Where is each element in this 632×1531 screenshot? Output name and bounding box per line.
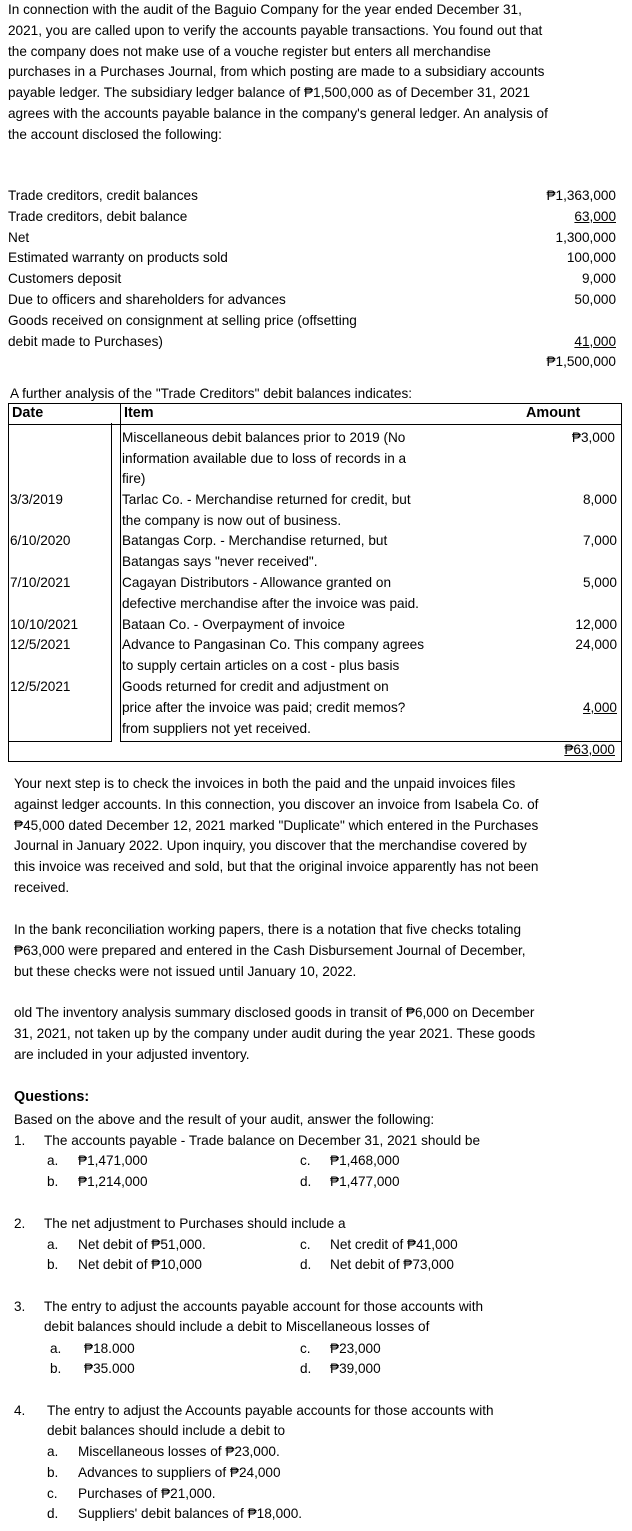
bank-reconciliation-paragraph: In the bank reconciliation working papers, there is a notation that five checks totaling ₱63,000 were prepared and entered in the Cash Disbursement Journal of December, but these checks were not issued until January 10, 2022. — [14, 922, 526, 979]
option-letter: a. — [47, 1444, 59, 1459]
row-item-line: information available due to loss of records in a — [122, 451, 407, 466]
row-item-line: Goods returned for credit and adjustment on — [122, 679, 389, 694]
row-amount: 4,000 — [582, 700, 617, 715]
option-letter: c. — [300, 1153, 311, 1168]
table-total-border — [8, 741, 622, 762]
summary-label: Estimated warranty on products sold — [8, 250, 228, 265]
row-item-line: price after the invoice was paid; credit memos? — [122, 700, 406, 715]
summary-row — [8, 248, 618, 268]
option-letter: c. — [300, 1341, 311, 1356]
option-text[interactable]: ₱1,214,000 — [78, 1174, 148, 1189]
option-letter: b. — [47, 1465, 59, 1480]
row-amount: ₱3,000 — [571, 430, 615, 445]
option-text[interactable]: ₱18.000 — [84, 1341, 135, 1356]
row-amount: 24,000 — [575, 637, 617, 652]
option-text[interactable]: Miscellaneous losses of ₱23,000. — [78, 1444, 280, 1459]
summary-label: Customers deposit — [8, 271, 122, 286]
option-text[interactable]: Purchases of ₱21,000. — [78, 1486, 216, 1501]
row-item-line: Batangas says "never received". — [122, 554, 318, 569]
option-text[interactable]: ₱23,000 — [330, 1341, 381, 1356]
row-date: 6/10/2020 — [10, 533, 71, 548]
row-amount: 5,000 — [582, 575, 617, 590]
summary-total-row — [8, 352, 618, 372]
question-number: 3. — [14, 1299, 26, 1314]
row-item-line: Tarlac Co. - Merchandise returned for credit, but — [122, 492, 411, 507]
option-letter: d. — [300, 1361, 312, 1376]
row-date: 12/5/2021 — [10, 637, 71, 652]
option-text[interactable]: ₱1,468,000 — [330, 1153, 400, 1168]
table-total: ₱63,000 — [564, 742, 615, 757]
option-text[interactable]: ₱1,477,000 — [330, 1174, 400, 1189]
row-date: 10/10/2021 — [10, 617, 79, 632]
option-text[interactable]: Suppliers' debit balances of ₱18,000. — [78, 1506, 303, 1521]
row-amount: 12,000 — [575, 617, 617, 632]
summary-label: debit made to Purchases) — [8, 334, 163, 349]
row-date: 3/3/2019 — [10, 492, 63, 507]
summary-label: Trade creditors, debit balance — [8, 209, 188, 224]
option-text[interactable]: ₱1,471,000 — [78, 1153, 148, 1168]
option-letter: d. — [47, 1506, 59, 1521]
option-text[interactable]: Net debit of ₱10,000 — [78, 1257, 202, 1272]
intro-paragraph: In connection with the audit of the Baguio Company for the year ended December 31, 2021, you are called upon to verify the accounts payable transactions. You found out that the company does not make use of a vouche register but enters all merchandise purchases in a Purchases Journal, from which posting are made to a subsidiary accounts payable ledger. The subsidiary ledger balance of ₱1,500,000 as of December 31, 2021 agrees with the accounts payable balance in the company's general ledger. An analysis of the account disclosed the following: — [8, 2, 548, 142]
row-amount: 7,000 — [582, 533, 617, 548]
summary-row — [8, 207, 618, 227]
row-item-line: defective merchandise after the invoice was paid. — [122, 596, 419, 611]
summary-amount: 1,300,000 — [555, 230, 616, 245]
row-date: 7/10/2021 — [10, 575, 71, 590]
option-text[interactable]: ₱39,000 — [330, 1361, 381, 1376]
option-letter: b. — [50, 1361, 62, 1376]
option-letter: a. — [47, 1237, 59, 1252]
summary-label: Due to officers and shareholders for advances — [8, 292, 286, 307]
row-item-line: to supply certain articles on a cost - plus basis — [122, 658, 400, 673]
summary-amount: 63,000 — [574, 209, 616, 224]
option-text[interactable]: Net credit of ₱41,000 — [330, 1237, 458, 1252]
row-item-line: Cagayan Distributors - Allowance granted on — [122, 575, 392, 590]
question-number: 1. — [14, 1133, 26, 1148]
inventory-paragraph: old The inventory analysis summary disclosed goods in transit of ₱6,000 on December 31, 2021, not taken up by the company under audit during the year 2021. These goods are included in your adjusted inventory. — [14, 1005, 536, 1062]
header-amount: Amount — [526, 405, 581, 421]
option-letter: d. — [300, 1257, 312, 1272]
question-text: debit balances should include a debit to Miscellaneous losses of — [44, 1319, 430, 1334]
option-letter: d. — [300, 1174, 312, 1189]
summary-row — [8, 311, 618, 331]
option-letter: b. — [47, 1174, 59, 1189]
header-date: Date — [12, 405, 44, 421]
column-divider — [120, 403, 121, 741]
summary-label: Net — [8, 230, 30, 245]
question-number: 4. — [14, 1403, 26, 1418]
option-text[interactable]: Net debit of ₱51,000. — [78, 1237, 206, 1252]
row-date: 12/5/2021 — [10, 679, 71, 694]
question-text: The accounts payable - Trade balance on December 31, 2021 should be — [44, 1133, 481, 1148]
option-letter: b. — [47, 1257, 59, 1272]
row-item-line: Batangas Corp. - Merchandise returned, but — [122, 533, 388, 548]
row-item-line: Bataan Co. - Overpayment of invoice — [122, 617, 345, 632]
further-analysis-caption: A further analysis of the "Trade Creditors" debit balances indicates: — [10, 386, 413, 401]
summary-row — [8, 332, 618, 352]
option-text[interactable]: ₱35.000 — [84, 1361, 135, 1376]
row-item-line: from suppliers not yet received. — [122, 721, 311, 736]
option-letter: a. — [47, 1153, 59, 1168]
question-text: The entry to adjust the Accounts payable accounts for those accounts with — [47, 1403, 494, 1418]
option-text[interactable]: Advances to suppliers of ₱24,000 — [78, 1465, 281, 1480]
debit-balances-table — [8, 403, 621, 761]
question-text: The entry to adjust the accounts payable account for those accounts with — [44, 1299, 484, 1314]
summary-row — [8, 186, 618, 206]
summary-label: Goods received on consignment at selling price (offsetting — [8, 313, 357, 328]
row-item-line: Miscellaneous debit balances prior to 2019 (No — [122, 430, 406, 445]
row-item-line: Advance to Pangasinan Co. This company agrees — [122, 637, 425, 652]
summary-row — [8, 269, 618, 289]
question-number: 2. — [14, 1216, 26, 1231]
summary-amount: 9,000 — [581, 271, 616, 286]
header-item: Item — [124, 405, 154, 421]
summary-total-amount: ₱1,500,000 — [546, 354, 616, 369]
row-item-line: fire) — [122, 471, 146, 486]
summary-amount: 100,000 — [566, 250, 616, 265]
option-letter: c. — [300, 1237, 311, 1252]
summary-amount: 41,000 — [574, 334, 616, 349]
option-text[interactable]: Net debit of ₱73,000 — [330, 1257, 454, 1272]
questions-intro: Based on the above and the result of your audit, answer the following: — [14, 1112, 435, 1127]
summary-amount: 50,000 — [574, 292, 616, 307]
question-text: debit balances should include a debit to — [47, 1423, 286, 1438]
option-letter: a. — [50, 1341, 62, 1356]
row-amount: 8,000 — [582, 492, 617, 507]
invoice-paragraph: Your next step is to check the invoices in both the paid and the unpaid invoices files against ledger accounts. In this connection, you discover an invoice from Isabela Co. of ₱45,000 dated December 12, 2021 marked "Duplicate" which entered in the Purchases Journal in January 2022. Upon inquiry, you discover that the merchandise covered by this invoice was received and sold, but that the original invoice apparently has not been received. — [14, 776, 539, 895]
row-item-line: the company is now out of business. — [122, 513, 342, 528]
summary-row — [8, 290, 618, 310]
option-letter: c. — [47, 1486, 58, 1501]
questions-title: Questions: — [14, 1089, 90, 1105]
summary-amount: ₱1,363,000 — [546, 188, 616, 203]
question-text: The net adjustment to Purchases should include a — [44, 1216, 346, 1231]
summary-label: Trade creditors, credit balances — [8, 188, 198, 203]
summary-row — [8, 228, 618, 248]
